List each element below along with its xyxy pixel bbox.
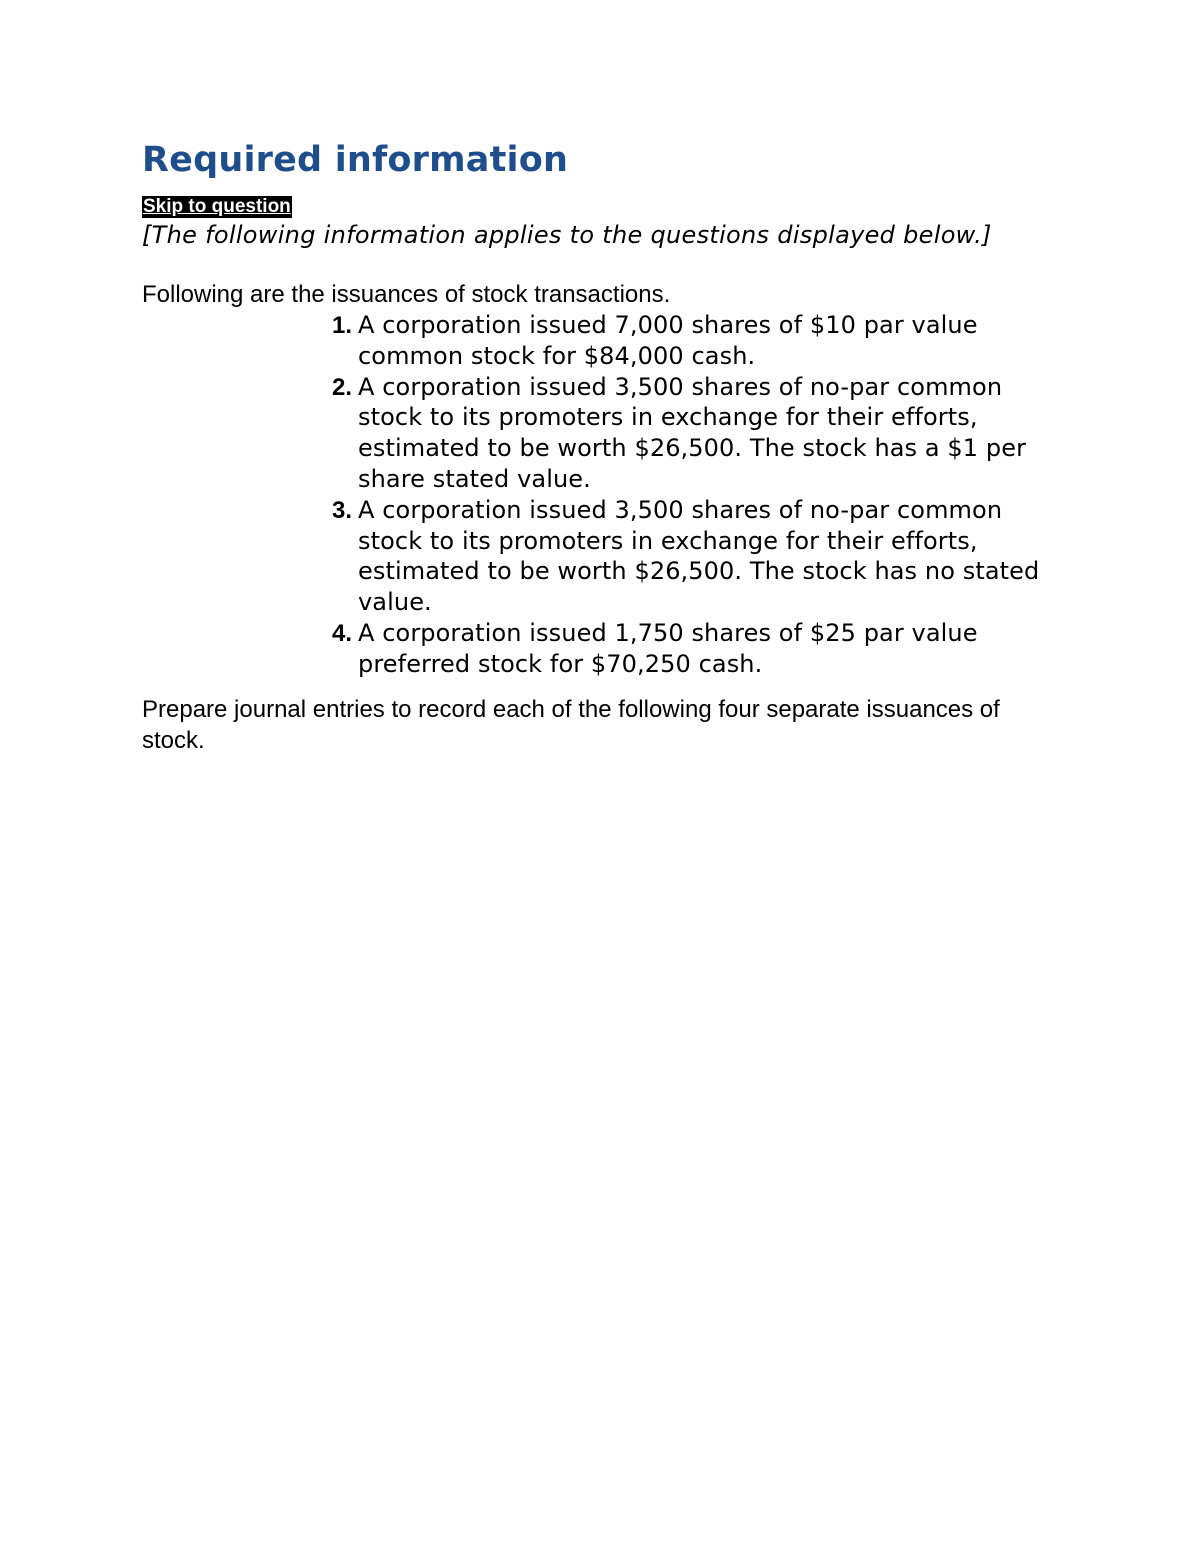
list-item — [331, 618, 1072, 680]
list-item-text: A corporation issued 1,750 shares of $25 par value preferred stock for $70,250 cash. — [358, 618, 978, 678]
list-item — [331, 310, 1072, 372]
list-item-number: 1. — [331, 312, 352, 339]
list-item-text: A corporation issued 3,500 shares of no-par common stock to its promoters in exchange for their efforts, estimated to be worth $26,500. The stock has a $1 per share stated value. — [358, 372, 1027, 493]
list-item-number: 4. — [331, 619, 352, 647]
list-item-number: 2. — [331, 373, 352, 401]
instruction-text: Prepare journal entries to record each of the following four separate issuances of stock. — [142, 695, 1000, 754]
list-item-number: 3. — [331, 496, 352, 524]
page-title: Required information — [142, 140, 569, 180]
intro-text: Following are the issuances of stock transactions. — [142, 281, 671, 308]
transaction-list — [142, 310, 1072, 680]
document-page — [142, 138, 1072, 756]
list-item — [331, 495, 1072, 618]
info-note: [The following information applies to the questions displayed below.] — [142, 221, 992, 249]
skip-to-question-link[interactable]: Skip to question — [143, 196, 291, 217]
list-item-text: A corporation issued 3,500 shares of no-par common stock to its promoters in exchange for their efforts, estimated to be worth $26,500. The stock has no stated value. — [358, 495, 1040, 617]
list-item — [331, 372, 1072, 495]
list-item-text: A corporation issued 7,000 shares of $10 par value common stock for $84,000 cash. — [358, 311, 978, 370]
